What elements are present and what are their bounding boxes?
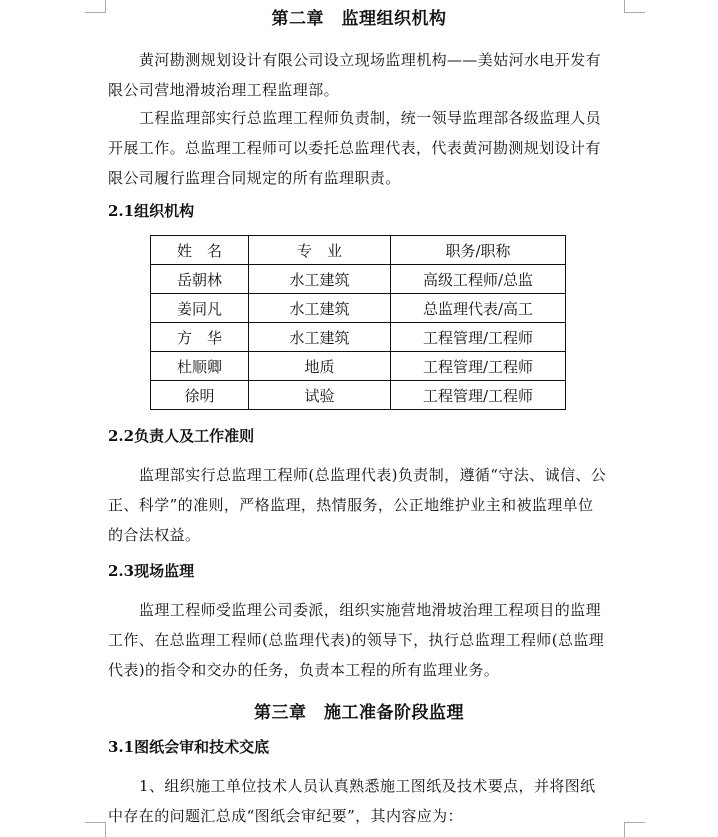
header-name: 姓 名 <box>151 236 249 265</box>
header-specialty: 专 业 <box>249 236 391 265</box>
cell-name: 杜顺卿 <box>151 352 249 381</box>
section-2-1-heading: 2.1组织机构 <box>108 202 195 220</box>
intro-paragraph-1: 黄河勘测规划设计有限公司设立现场监理机构——美姑河水电开发有限公司营地滑坡治理工程监理部。 <box>108 51 602 99</box>
crop-mark <box>624 822 645 837</box>
cell-name: 姜同凡 <box>151 294 249 323</box>
table-row <box>151 323 566 352</box>
crop-mark <box>85 822 106 837</box>
cell-title: 工程管理/工程师 <box>391 323 566 352</box>
section-3-1-paragraph: 1、组织施工单位技术人员认真熟悉施工图纸及技术要点，并将图纸中存在的问题汇总成“图纸会审纪要”，其内容应为： <box>108 777 596 825</box>
section-3-1-heading: 3.1图纸会审和技术交底 <box>108 738 270 756</box>
section-2-2-heading: 2.2负责人及工作准则 <box>108 427 255 445</box>
cell-title: 工程管理/工程师 <box>391 352 566 381</box>
cell-title: 总监理代表/高工 <box>391 294 566 323</box>
table-header-row <box>151 236 566 265</box>
organization-table <box>150 235 566 410</box>
table-row <box>151 294 566 323</box>
chapter-3-title: 第三章 施工准备阶段监理 <box>254 703 464 723</box>
cell-specialty: 试验 <box>249 381 391 410</box>
cell-title: 高级工程师/总监 <box>391 265 566 294</box>
table-row <box>151 352 566 381</box>
intro-paragraph-2: 工程监理部实行总监理工程师负责制，统一领导监理部各级监理人员开展工作。总监理工程师可以委托总监理代表，代表黄河勘测规划设计有限公司履行监理合同规定的所有监理职责。 <box>108 109 602 187</box>
table-row <box>151 265 566 294</box>
section-2-3-heading: 2.3现场监理 <box>108 562 195 580</box>
cell-name: 徐明 <box>151 381 249 410</box>
chapter-2-title: 第二章 监理组织机构 <box>271 9 447 29</box>
cell-name: 岳朝林 <box>151 265 249 294</box>
cell-specialty: 地质 <box>249 352 391 381</box>
cell-specialty: 水工建筑 <box>249 294 391 323</box>
section-2-2-paragraph: 监理部实行总监理工程师(总监理代表)负责制，遵循“守法、诚信、公正、科学”的准则，严格监理，热情服务，公正地维护业主和被监理单位的合法权益。 <box>108 466 607 544</box>
cell-title: 工程管理/工程师 <box>391 381 566 410</box>
cell-specialty: 水工建筑 <box>249 323 391 352</box>
table-row <box>151 381 566 410</box>
header-title: 职务/职称 <box>391 236 566 265</box>
cell-name: 方 华 <box>151 323 249 352</box>
cell-specialty: 水工建筑 <box>249 265 391 294</box>
section-2-3-paragraph: 监理工程师受监理公司委派，组织实施营地滑坡治理工程项目的监理工作、在总监理工程师(总监理代表)的领导下，执行总监理工程师(总监理代表)的指令和交办的任务，负责本工程的所有监理业务。 <box>108 601 605 679</box>
